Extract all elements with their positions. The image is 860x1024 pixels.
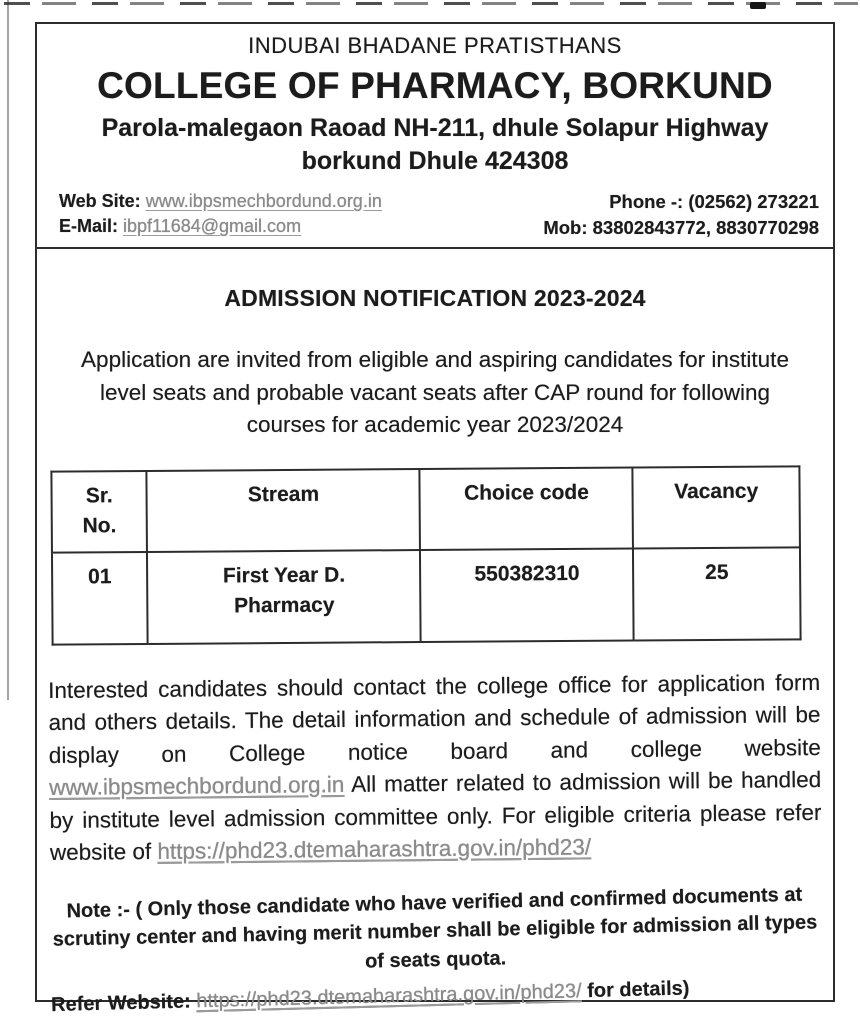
email-link[interactable]: ibpf11684@gmail.com [123, 216, 302, 236]
cell-stream [147, 550, 421, 644]
contact-block [37, 187, 833, 249]
scan-top-edge-artifact [4, 2, 858, 5]
mobile-numbers: Mob: 83802843772, 8830770298 [543, 217, 819, 238]
cell-sr-no: 01 [52, 552, 148, 645]
college-name: COLLEGE OF PHARMACY, BORKUND [97, 65, 773, 106]
email-row [59, 216, 382, 237]
contact-right-column [543, 187, 819, 239]
details-paragraph [48, 667, 822, 869]
cell-stream-text: First Year D. Pharmacy [222, 563, 346, 618]
notice-document-frame [35, 22, 835, 1017]
refer-website-line [51, 974, 823, 1017]
website-label: Web Site: [59, 191, 141, 211]
website-link[interactable]: www.ibpsmechbordund.org.in [145, 191, 382, 211]
vacancy-table [50, 465, 801, 645]
website-row [59, 191, 382, 212]
refer-website-label: Refer Website: [50, 990, 192, 1017]
table-header-row [51, 466, 800, 552]
details-text-2: All matter related to admission will be handled by institute level admission committee only. For eligible criteria please refer website of [49, 766, 822, 865]
email-label: E-Mail: [59, 216, 119, 236]
table-row [52, 547, 801, 644]
col-header-sr-no [51, 471, 147, 553]
address-line-1: Parola-malegaon Raoad NH-211, dhule Solapur Highway [101, 114, 769, 142]
refer-details-suffix: for details) [586, 977, 690, 1003]
contact-left-column [59, 187, 382, 237]
dte-website-link[interactable]: https://phd23.dtemaharashtra.gov.in/phd23/ [157, 834, 592, 864]
cell-choice-code: 550382310 [420, 548, 633, 641]
col-header-sr-no-label: Sr. No. [82, 484, 117, 538]
intro-paragraph: Application are invited from eligible and aspiring candidates for institute level seats and probable vacant seats after CAP round for following courses for academic year 2023/2024 [81, 347, 789, 438]
trust-name: INDUBAI BHADANE PRATISTHANS [248, 33, 622, 58]
col-header-stream: Stream [147, 469, 421, 552]
refer-website-link[interactable]: https://phd23.dtemaharashtra.gov.in/phd23/ [196, 980, 582, 1013]
phone-number: Phone -: (02562) 273221 [609, 191, 819, 212]
col-header-choice-code: Choice code [420, 467, 633, 549]
note-paragraph: Note :- ( Only those candidate who have verified and confirmed documents at scrutiny center and having merit number shall be eligible for admission all types of seats quota. [52, 883, 818, 973]
col-header-vacancy: Vacancy [633, 466, 800, 548]
address-line-2: borkund Dhule 424308 [301, 147, 569, 175]
college-website-link[interactable]: www.ibpsmechbordund.org.in [49, 771, 345, 800]
scan-left-edge-artifact [7, 0, 9, 700]
notification-title: ADMISSION NOTIFICATION 2023-2024 [224, 285, 646, 311]
details-text-1: Interested candidates should contact the college office for application form and others details. The detail information and schedule of admission will be display on College notice board and college website [48, 669, 821, 768]
scan-ink-mark [750, 2, 766, 9]
cell-vacancy: 25 [633, 547, 800, 640]
